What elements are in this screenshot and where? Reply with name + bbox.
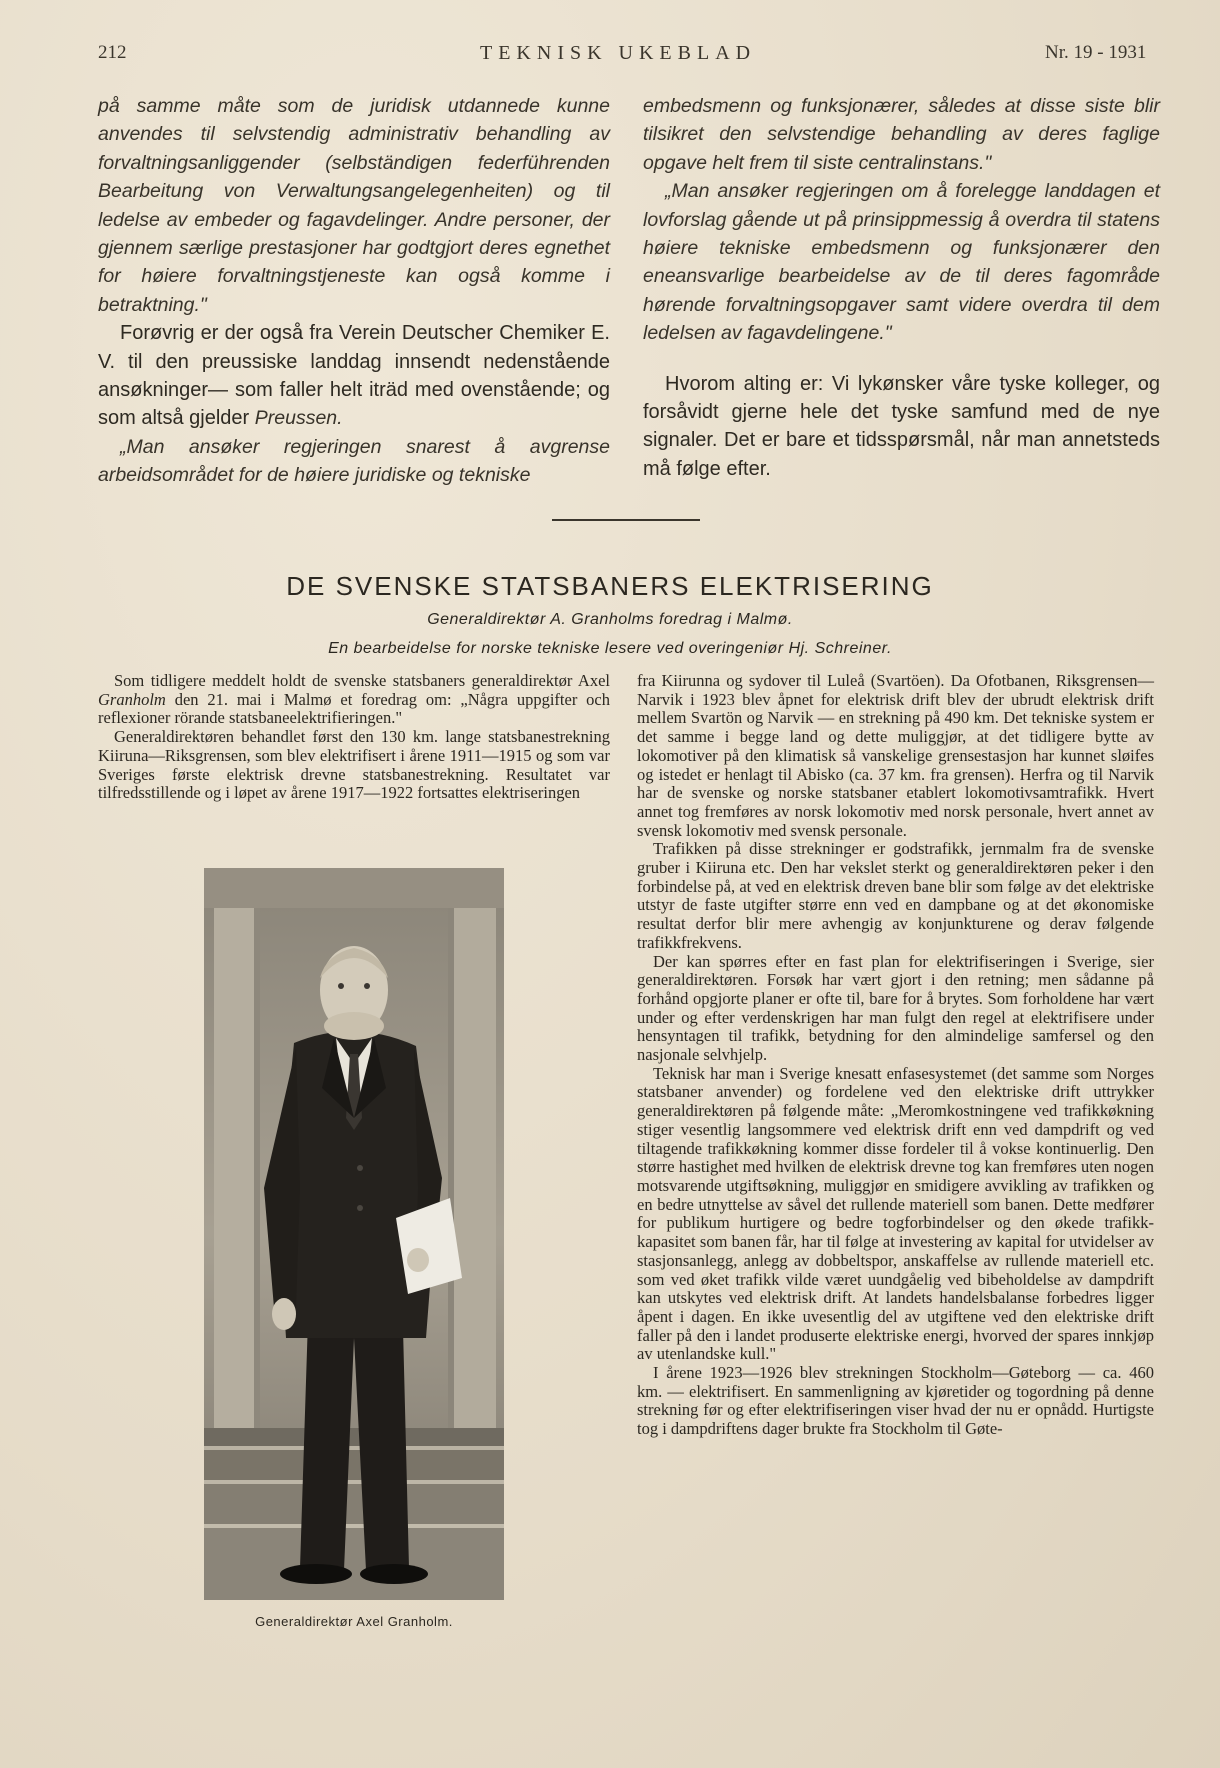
paragraph [98, 672, 610, 728]
publication-title: TEKNISK UKEBLAD [480, 42, 757, 64]
paragraph-text: Forøvrig er der også fra Verein Deutscher Chemiker E. V. til den preussiske landdag innsendt nedenstående ansøkninger— som faller helt iträd med ovenstående; og som altså gjelder [98, 322, 610, 430]
section-divider [552, 519, 700, 521]
paragraph-text: den 21. mai i Malmø et foredrag om: „Några uppgifter och reflexioner rörande statsbaneelektrifieringen." [98, 689, 610, 728]
article-right-column [637, 672, 1154, 1439]
top-left-column [98, 92, 610, 490]
paragraph: Generaldirektøren behandlet først den 130 km. lange statsbanestrekning Kiiruna—Riksgrensen, som blev elektrifisert i årene 1911—1915 og som var Sveriges første elektrisk drevne statsbanestrekning. Resultatet var tilfredsstillende og i løpet av årene 1917—1922 fortsattes elektriseringen [98, 727, 610, 803]
article-subtitle: Generaldirektør A. Granholms foredrag i Malmø. [427, 611, 793, 628]
italic-name: Granholm [98, 689, 166, 709]
quote-start: „Man ansøker regjeringen snarest å avgrense arbeidsområdet for de høiere juridiske og tekniske [98, 435, 610, 487]
paragraph-text: Som tidligere meddelt holdt de svenske statsbaners generaldirektør Axel [114, 671, 610, 690]
paragraph: Der kan spørres efter en fast plan for elektrifiseringen i Sverige, sier generaldirektøren. Forsøk har vært gjort i den retning; men sådanne på forhånd opgjorte planer er ofte til, bare for å brytes. Som forholdene har vært under og efter verdenskrigen har man fulgt den regel at elektrifisere under hensyntagen til trafikk, betydning for den almindelige samfersel og den nasjonale selvhjelp. [637, 951, 1154, 1065]
issue-number: Nr. 19 - 1931 [1045, 42, 1147, 63]
article-byline: En bearbeidelse for norske tekniske lesere ved overingeniør Hj. Schreiner. [328, 640, 892, 657]
paragraph: fra Kiirunna og sydover til Luleå (Svartöen). Da Ofotbanen, Riksgrensen—Narvik i 1923 blev åpnet for elektrisk drift blev der ubrudt elektrisk drift mellem Svartön og Narvik — en strekning på 490 km. Det tekniske system er det samme i begge land og dette muliggjør, at det tidligere bytte av lokomotiver på den klimatisk så vanskelige grensestasjon har kunnet sløifes og istedet er henlagt til Abisko (ca. 37 km. fra grensen). Herfra og til Narvik har de svenske og norske statsbaner etablert lokomotivsamtrafikk. Hvert annet tog fremføres av norsk lokomotiv med norsk personale, hvert annet av svensk lokomotiv med svensk personale. [637, 671, 1154, 840]
photo-caption: Generaldirektør Axel Granholm. [255, 1614, 453, 1629]
article-title: DE SVENSKE STATSBANERS ELEKTRISERING [286, 571, 934, 601]
quote-continuation: embedsmenn og funksjonærer, således at disse siste blir tilsikret den selvstendige behandling av deres faglige opgave helt frem til siste centralinstans." [643, 95, 1160, 174]
paragraph: Trafikken på disse strekninger er godstrafikk, jernmalm fra de svenske gruber i Kiiruna etc. Den har vekslet sterkt og generaldirektøren peker i den forbindelse på, at ved en elektrisk dreven bane blir som følge av det elektriske utstyr de faste utgifter større enn ved en dampbane og at det økonomiske resultat derfor blir mere avhengig av konjunkturene og derav følgende trafikkfrekvens. [637, 839, 1154, 952]
quote-paragraph: „Man ansøker regjeringen om å forelegge landdagen et lovforslag gående ut på prinsippmessig å overdra til statens høiere tekniske embedsmenn og funksjonærer den eneansvarlige bearbeidelse av de til deres fagområde hørende forvaltningsopgaver samt videre overdra til dem ledelsen av fagavdelingene." [643, 180, 1160, 345]
paragraph: Teknisk har man i Sverige knesatt enfasesystemet (det samme som Norges statsbaner anvender) og fordelene ved den elektriske drift uttrykker generaldirektøren på følgende måte: „Meromkostningene ved trafikkøkning stiger vesentlig langsommere ved elektrisk drift enn ved dampdrift og ved tiltagende trafikkøkning kommer disse fordeler til å vokse kontinuerlig. Den større hastighet med hvilken de elektrisk drevne tog kan fremføres uten nogen motsvarende utgiftsøkning, muliggjør en smidigere avvikling av trafikken og en bedre utnyttelse av såvel det rullende materiell som banen. Dette medfører for publikum hurtigere og bedre togforbindelser og den økede trafikk-kapasitet som banen får, har til følge at investering av kapital for utvidelser av stasjonsanlegg, anlegg av dobbeltspor, anskaffelse av rullende materiell etc. som ved øket trafikk vilde været uundgåelig ved bibeholdelse av dampdrift kan utskytes ved elektrisk drift. At landets handelsbalanse forbedres ligger åpent i dagen. En ikke uvesentlig del av utgiftene ved den elektriske drift faller på den i landet produserte elektriske energi, hvorved der spares innkjøp av utenlandske kull." [637, 1063, 1154, 1364]
paragraph [98, 319, 610, 433]
closing-paragraph: Hvorom alting er: Vi lykønsker våre tyske kolleger, og forsåvidt gjerne hele det tyske samfund med de nye signaler. Det er bare et tidsspørsmål, når man annetsteds må følge efter. [643, 372, 1160, 480]
portrait-photo [204, 868, 504, 1600]
paragraph: I årene 1923—1926 blev strekningen Stockholm—Gøteborg — ca. 460 km. — elektrifisert. En sammenligning av kjøretider og togordning på denne strekning før og efter elektrifiseringen viser hvad der nu er opnådd. Hurtigste tog i dampdriftens dager brukte fra Stockholm til Gøte- [637, 1363, 1154, 1439]
italic-word: Preussen. [254, 407, 343, 430]
article-left-column [98, 672, 610, 803]
quote-continuation: på samme måte som de juridisk utdannede kunne anvendes til selvstendig administrativ behandling av forvaltningsanliggender (selbständigen federführenden Bearbeitung von Verwaltungsangelegenheiten) og til ledelse av embeder og fagavdelinger. Andre personer, der gjennem særlige prestasjoner har godtgjort deres egnethet for høiere forvaltningstjeneste kan også komme i betraktning." [98, 95, 610, 316]
page-number: 212 [98, 42, 127, 63]
top-right-column [643, 92, 1160, 483]
